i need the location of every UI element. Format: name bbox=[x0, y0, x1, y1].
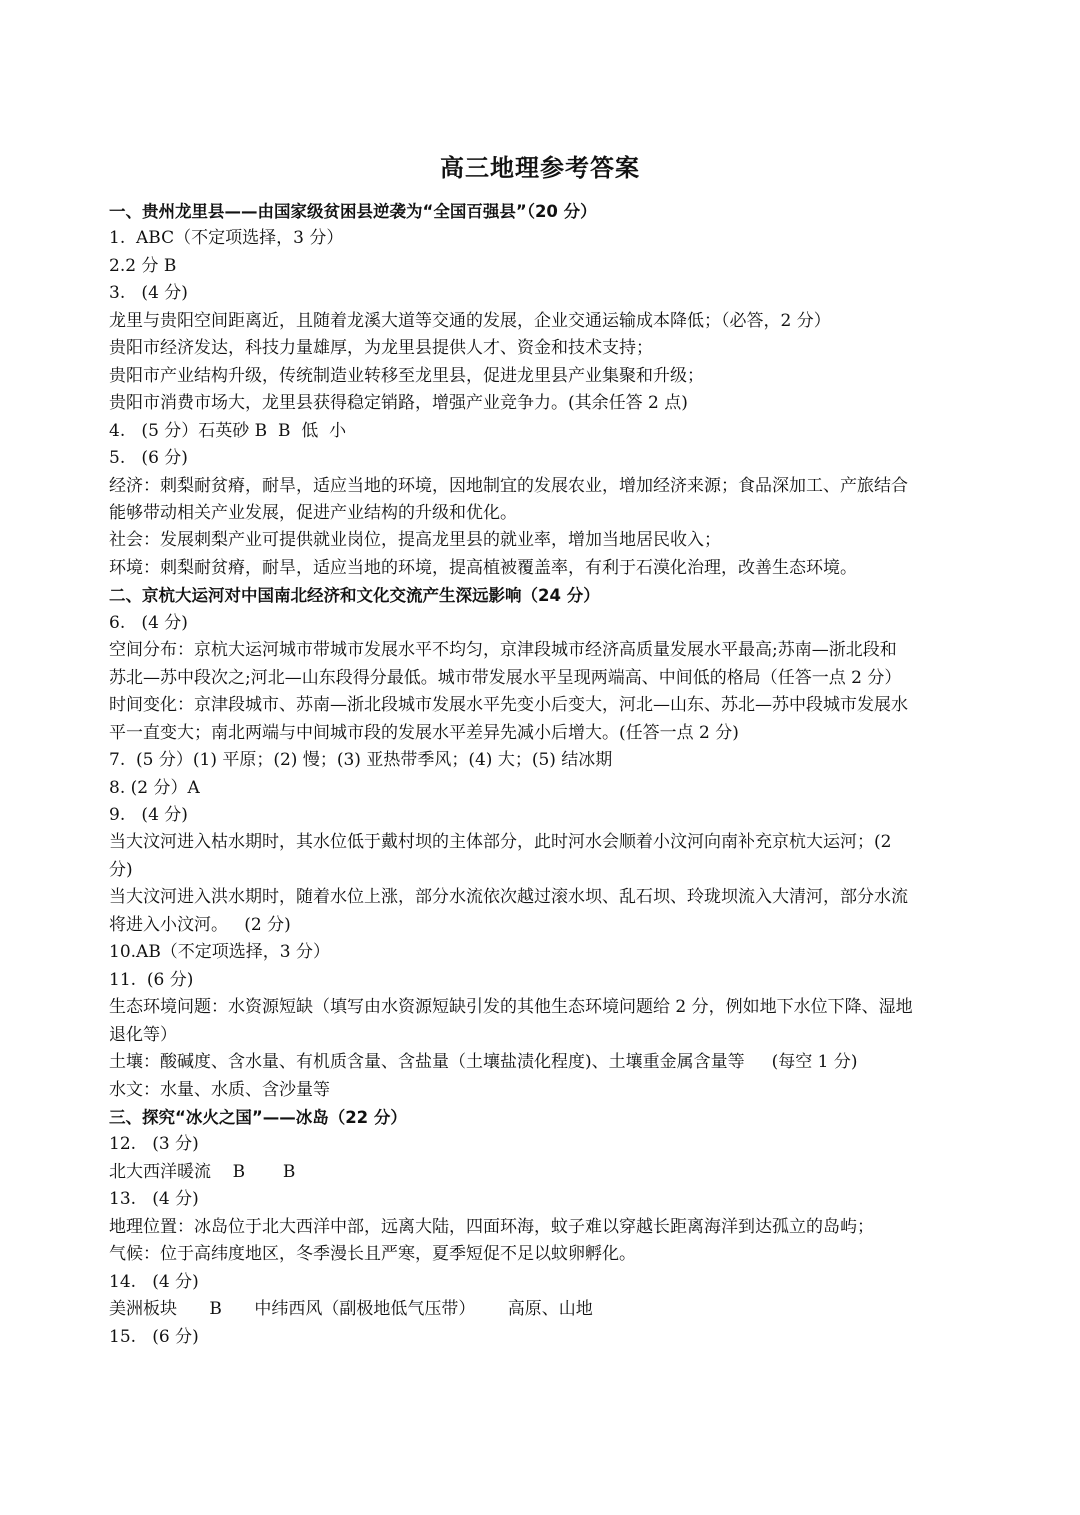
answer-content bbox=[109, 198, 975, 1351]
answer-line: 土壤：酸碱度、含水量、有机质含量、含盐量（土壤盐渍化程度)、土壤重金属含量等 (每空 1 分) bbox=[109, 1052, 858, 1073]
answer-line: 气候：位于高纬度地区，冬季漫长且严寒，夏季短促不足以蚊卵孵化。 bbox=[109, 1244, 636, 1265]
answer-line: 生态环境问题：水资源短缺（填写由水资源短缺引发的其他生态环境问题给 2 分，例如地下水位下降、湿地 bbox=[109, 997, 913, 1018]
answer-line: 贵阳市消费市场大，龙里县获得稳定销路，增强产业竞争力。(其余任答 2 点) bbox=[109, 393, 688, 414]
answer-line: 美洲板块 B 中纬西风（副极地低气压带） 高原、山地 bbox=[109, 1299, 593, 1320]
answer-line: 能够带动相关产业发展，促进产业结构的升级和优化。 bbox=[109, 502, 517, 523]
answer-line: 当大汶河进入枯水期时，其水位低于戴村坝的主体部分，此时河水会顺着小汶河向南补充京杭大运河；(2 bbox=[109, 832, 892, 853]
section-heading: 一、贵州龙里县——由国家级贫困县逆袭为“全国百强县”（20 分） bbox=[109, 202, 597, 221]
answer-line: 9. (4 分) bbox=[109, 804, 188, 825]
answer-line: 当大汶河进入洪水期时，随着水位上涨，部分水流依次越过滚水坝、乱石坝、玲珑坝流入大清河，部分水流 bbox=[109, 887, 908, 908]
answer-line: 分) bbox=[109, 859, 133, 880]
answer-line: 龙里与贵阳空间距离近，且随着龙溪大道等交通的发展，企业交通运输成本降低；（必答，2 分） bbox=[109, 310, 831, 331]
answer-line: 7. (5 分）(1) 平原；(2) 慢；(3) 亚热带季风；(4) 大；(5) 结冰期 bbox=[109, 750, 613, 771]
answer-line: 将进入小汶河。 (2 分) bbox=[109, 914, 291, 935]
answer-line: 时间变化：京津段城市、苏南—浙北段城市发展水平先变小后变大，河北—山东、苏北—苏中段城市发展水 bbox=[109, 695, 908, 716]
answer-line: 平一直变大；南北两端与中间城市段的发展水平差异先减小后增大。(任答一点 2 分) bbox=[109, 722, 739, 743]
answer-line: 4. (5 分）石英砂 B B 低 小 bbox=[109, 420, 347, 441]
answer-line: 10.AB（不定项选择，3 分） bbox=[109, 942, 331, 963]
answer-line: 苏北—苏中段次之;河北—山东段得分最低。城市带发展水平呈现两端高、中间低的格局（任答一点 2 分） bbox=[109, 667, 902, 688]
answer-line: 社会：发展刺梨产业可提供就业岗位，提高龙里县的就业率，增加当地居民收入； bbox=[109, 530, 721, 551]
answer-line: 14. (4 分) bbox=[109, 1271, 199, 1292]
answer-line: 12. (3 分) bbox=[109, 1134, 199, 1155]
answer-line: 5. (6 分) bbox=[109, 448, 188, 469]
answer-line: 2.2 分 B bbox=[109, 255, 177, 276]
answer-line: 贵阳市经济发达，科技力量雄厚，为龙里县提供人才、资金和技术支持； bbox=[109, 338, 653, 359]
answer-line: 8. (2 分）A bbox=[109, 777, 200, 798]
answer-line: 北大西洋暖流 B B bbox=[109, 1161, 296, 1182]
section-heading: 三、探究“冰火之国”——冰岛（22 分） bbox=[109, 1107, 407, 1127]
answer-line: 11. (6 分) bbox=[109, 969, 194, 990]
answer-line: 15. (6 分) bbox=[109, 1326, 199, 1347]
section-heading: 二、京杭大运河对中国南北经济和文化交流产生深远影响（24 分） bbox=[109, 586, 600, 606]
answer-line: 6. (4 分) bbox=[109, 612, 188, 633]
answer-line: 水文：水量、水质、含沙量等 bbox=[109, 1079, 330, 1100]
answer-line: 空间分布：京杭大运河城市带城市发展水平不均匀，京津段城市经济高质量发展水平最高;苏南—浙北段和 bbox=[109, 640, 897, 661]
answer-line: 环境：刺梨耐贫瘠，耐旱，适应当地的环境，提高植被覆盖率，有利于石漠化治理，改善生态环境。 bbox=[109, 557, 857, 578]
answer-line: 1. ABC（不定项选择，3 分） bbox=[109, 228, 344, 249]
page-title: 高三地理参考答案 bbox=[440, 154, 640, 182]
answer-line: 3. (4 分) bbox=[109, 283, 188, 304]
answer-line: 退化等） bbox=[109, 1024, 177, 1045]
answer-line: 13. (4 分) bbox=[109, 1189, 199, 1210]
answer-line: 地理位置：冰岛位于北大西洋中部，远离大陆，四面环海，蚊子难以穿越长距离海洋到达孤立的岛屿； bbox=[109, 1216, 874, 1237]
answer-line: 经济：刺梨耐贫瘠，耐旱，适应当地的环境，因地制宜的发展农业，增加经济来源；食品深加工、产旅结合 bbox=[109, 475, 908, 496]
answer-line: 贵阳市产业结构升级，传统制造业转移至龙里县，促进龙里县产业集聚和升级； bbox=[109, 365, 704, 386]
